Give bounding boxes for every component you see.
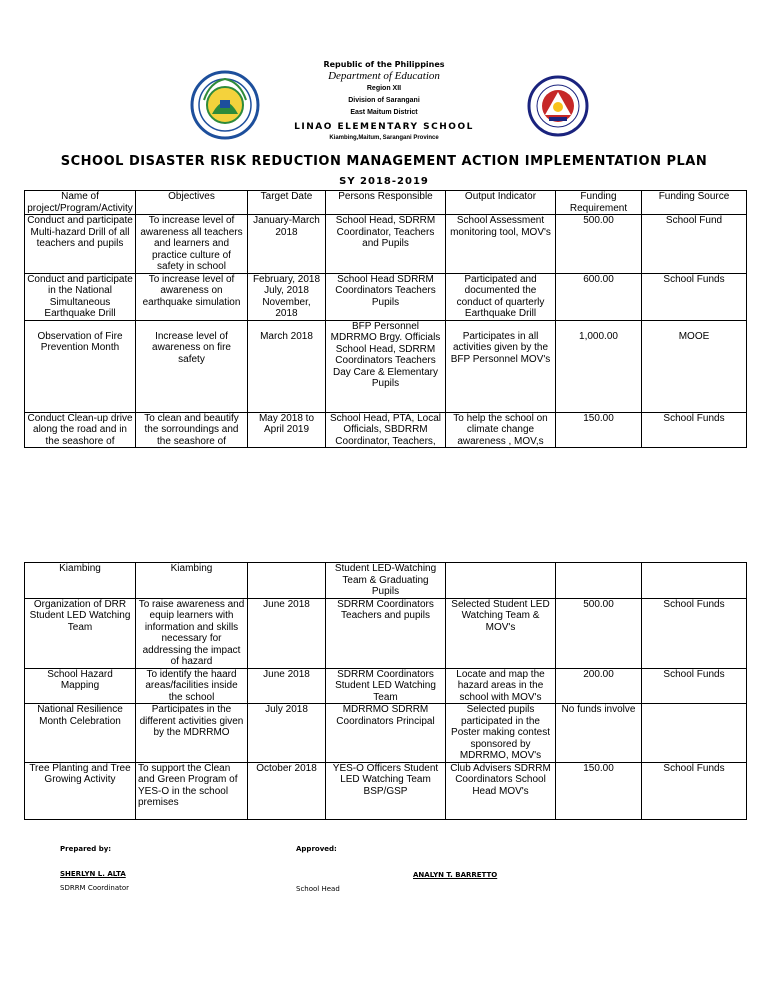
table-cell: October 2018 bbox=[248, 762, 326, 819]
prepared-by-label: Prepared by: bbox=[60, 845, 112, 853]
column-header: Funding Requirement bbox=[556, 191, 642, 215]
column-header: Output Indicator bbox=[446, 191, 556, 215]
table-cell: To support the Clean and Green Program of YES-O in the school premises bbox=[136, 762, 248, 819]
table-cell: School Head SDRRM Coordinators Teachers Pupils bbox=[326, 273, 446, 320]
table-cell: March 2018 bbox=[248, 320, 326, 412]
table-cell: 150.00 bbox=[556, 412, 642, 448]
table-cell: Kiambing bbox=[136, 563, 248, 599]
table-cell: February, 2018 July, 2018 November, 2018 bbox=[248, 273, 326, 320]
table-header-row bbox=[25, 191, 747, 215]
table-cell: 200.00 bbox=[556, 668, 642, 704]
table-cell: BFP Personnel MDRRMO Brgy. Officials School Head, SDRRM Coordinators Teachers Day Care & Elementary Pupils bbox=[326, 320, 446, 412]
table-cell: 150.00 bbox=[556, 762, 642, 819]
table-cell: To clean and beautify the sorroundings and the seashore of bbox=[136, 412, 248, 448]
table-cell: June 2018 bbox=[248, 598, 326, 668]
table-cell: 1,000.00 bbox=[556, 320, 642, 412]
table-row bbox=[25, 412, 747, 448]
table-cell: Kiambing bbox=[25, 563, 136, 599]
table-cell: Locate and map the hazard areas in the school with MOV's bbox=[446, 668, 556, 704]
prepared-by-name: SHERLYN L. ALTA bbox=[60, 870, 126, 878]
table-cell: Student LED-Watching Team & Graduating Pupils bbox=[326, 563, 446, 599]
table-cell: School Funds bbox=[642, 412, 747, 448]
table-cell: Participates in all activities given by the BFP Personnel MOV's bbox=[446, 320, 556, 412]
table-cell: SDRRM Coordinators Student LED Watching Team bbox=[326, 668, 446, 704]
table-cell: Conduct and participate Multi-hazard Drill of all teachers and pupils bbox=[25, 215, 136, 274]
table-cell: SDRRM Coordinators Teachers and pupils bbox=[326, 598, 446, 668]
table-cell: Selected pupils participated in the Poster making contest sponsored by MDRRMO, MOV's bbox=[446, 704, 556, 763]
table-cell: School Assessment monitoring tool, MOV's bbox=[446, 215, 556, 274]
action-plan-table bbox=[24, 190, 747, 448]
table-cell: To raise awareness and equip learners with information and skills necessary for addressing the impact of hazard bbox=[136, 598, 248, 668]
table-cell: MOOE bbox=[642, 320, 747, 412]
approved-label: Approved: bbox=[296, 845, 337, 853]
table-cell: 500.00 bbox=[556, 215, 642, 274]
table-cell: Participated and documented the conduct of quarterly Earthquake Drill bbox=[446, 273, 556, 320]
table-row bbox=[25, 704, 747, 763]
table-cell: Conduct Clean-up drive along the road and in the seashore of bbox=[25, 412, 136, 448]
table-cell: To identify the haard areas/facilities inside the school bbox=[136, 668, 248, 704]
column-header: Objectives bbox=[136, 191, 248, 215]
table-cell: School Hazard Mapping bbox=[25, 668, 136, 704]
table-cell: 600.00 bbox=[556, 273, 642, 320]
table-row bbox=[25, 215, 747, 274]
table-row bbox=[25, 762, 747, 819]
division-line: Division of Sarangani bbox=[348, 97, 420, 104]
table-cell: YES-O Officers Student LED Watching Team BSP/GSP bbox=[326, 762, 446, 819]
table-cell: July 2018 bbox=[248, 704, 326, 763]
table-cell: 500.00 bbox=[556, 598, 642, 668]
table-cell: To increase level of awareness all teachers and learners and practice culture of safety in school bbox=[136, 215, 248, 274]
table-cell: School Funds bbox=[642, 273, 747, 320]
table-cell: School Funds bbox=[642, 598, 747, 668]
approved-by-role: School Head bbox=[296, 885, 340, 893]
table-cell: Tree Planting and Tree Growing Activity bbox=[25, 762, 136, 819]
school-year: SY 2018-2019 bbox=[339, 176, 429, 187]
table-cell: Participates in the different activities given by the MDRRMO bbox=[136, 704, 248, 763]
table-row bbox=[25, 563, 747, 599]
district-line: East Maitum District bbox=[350, 109, 418, 116]
column-header: Funding Source bbox=[642, 191, 747, 215]
table-cell bbox=[248, 563, 326, 599]
page-title: SCHOOL DISASTER RISK REDUCTION MANAGEMENT ACTION IMPLEMENTATION PLAN bbox=[60, 154, 708, 169]
table-cell: School Funds bbox=[642, 668, 747, 704]
column-header: Name of project/Program/Activity bbox=[25, 191, 136, 215]
table-cell: MDRRMO SDRRM Coordinators Principal bbox=[326, 704, 446, 763]
table-cell bbox=[556, 563, 642, 599]
table-cell: Club Advisers SDRRM Coordinators School Head MOV's bbox=[446, 762, 556, 819]
school-address: Kiambing,Maitum, Sarangani Province bbox=[329, 135, 439, 141]
table-cell: Increase level of awareness on fire safety bbox=[136, 320, 248, 412]
table-cell: Organization of DRR Student LED Watching Team bbox=[25, 598, 136, 668]
table-cell: Conduct and participate in the National Simultaneous Earthquake Drill bbox=[25, 273, 136, 320]
department-line: Department of Education bbox=[328, 70, 440, 82]
table-row bbox=[25, 668, 747, 704]
column-header: Target Date bbox=[248, 191, 326, 215]
republic-line: Republic of the Philippines bbox=[323, 60, 445, 69]
table-cell: To help the school on climate change awareness , MOV,s bbox=[446, 412, 556, 448]
table-cell: School Head, SDRRM Coordinator, Teachers and Pupils bbox=[326, 215, 446, 274]
table-cell: January-March 2018 bbox=[248, 215, 326, 274]
table-cell: May 2018 to April 2019 bbox=[248, 412, 326, 448]
table-row bbox=[25, 320, 747, 412]
table-cell bbox=[642, 563, 747, 599]
column-header: Persons Responsible bbox=[326, 191, 446, 215]
table-row bbox=[25, 273, 747, 320]
table-cell: Observation of Fire Prevention Month bbox=[25, 320, 136, 412]
table-cell: School Fund bbox=[642, 215, 747, 274]
table-cell: No funds involve bbox=[556, 704, 642, 763]
table-cell: Selected Student LED Watching Team & MOV's bbox=[446, 598, 556, 668]
table-cell: School Head, PTA, Local Officials, SBDRRM Coordinator, Teachers, bbox=[326, 412, 446, 448]
school-name: LINAO ELEMENTARY SCHOOL bbox=[294, 122, 474, 132]
table-cell bbox=[642, 704, 747, 763]
region-line: Region XII bbox=[366, 85, 402, 92]
table-cell: June 2018 bbox=[248, 668, 326, 704]
table-row bbox=[25, 598, 747, 668]
table-cell: School Funds bbox=[642, 762, 747, 819]
table-cell bbox=[446, 563, 556, 599]
action-plan-table-continued bbox=[24, 562, 747, 820]
table-cell: To increase level of awareness on earthquake simulation bbox=[136, 273, 248, 320]
approved-by-name: ANALYN T. BARRETTO bbox=[413, 871, 498, 879]
table-cell: National Resilience Month Celebration bbox=[25, 704, 136, 763]
prepared-by-role: SDRRM Coordinator bbox=[60, 884, 130, 892]
